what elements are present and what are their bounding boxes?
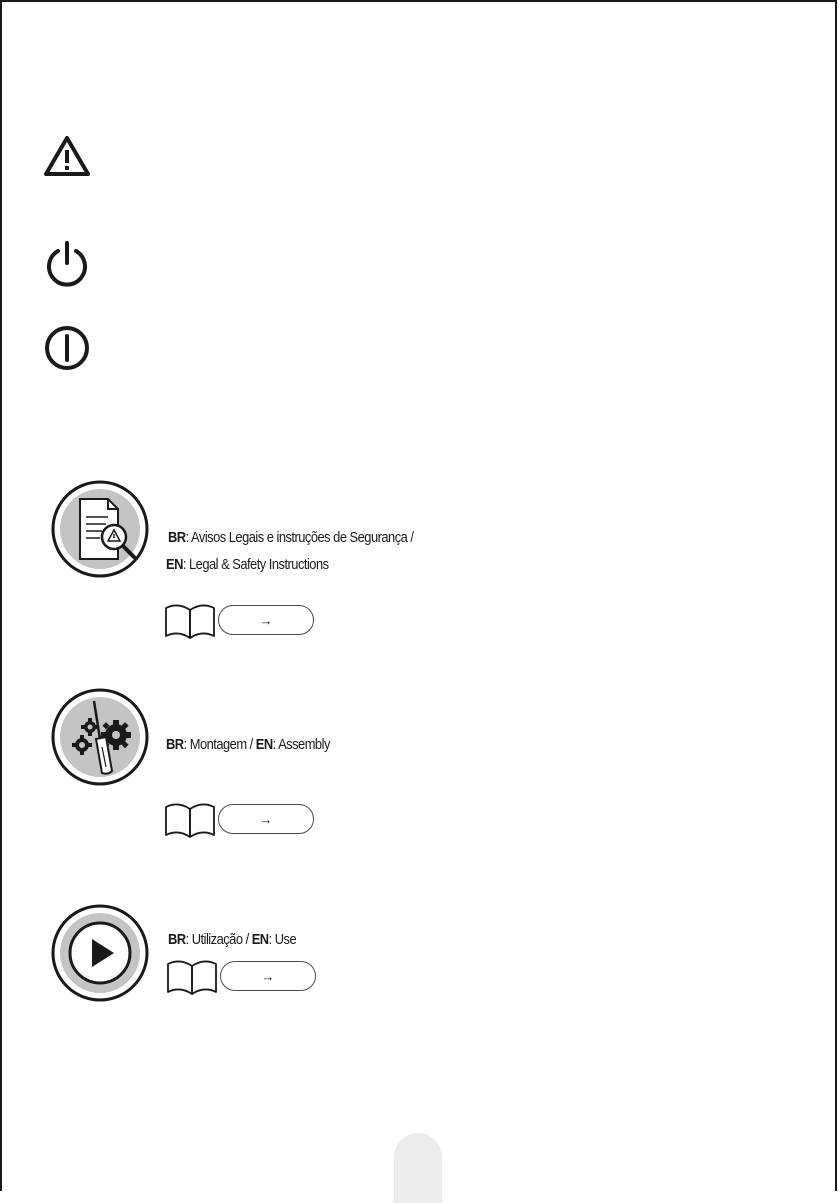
arrow-right-icon: → <box>259 612 273 628</box>
use-manual-reference <box>166 956 316 996</box>
book-icon <box>164 799 216 839</box>
page-reference-pill <box>218 804 314 834</box>
arrow-right-icon: → <box>259 811 273 827</box>
page-reference-pill <box>220 961 316 991</box>
legal-manual-reference <box>164 600 314 640</box>
warning-icon <box>42 134 92 178</box>
book-icon <box>166 956 218 996</box>
document-warning-icon <box>50 479 150 579</box>
play-icon <box>50 903 150 1003</box>
gears-screwdriver-icon <box>50 687 150 787</box>
book-icon <box>164 600 216 640</box>
use-label: BR: Utilização / EN: Use <box>168 931 297 948</box>
legal-br-label: BR: Avisos Legais e instruções de Segurança / <box>168 529 414 546</box>
standby-icon <box>42 238 92 288</box>
legal-en-label: EN: Legal & Safety Instructions <box>166 556 329 573</box>
arrow-right-icon: → <box>261 968 275 984</box>
power-on-off-icon <box>42 323 92 373</box>
assembly-manual-reference <box>164 799 314 839</box>
assembly-label: BR: Montagem / EN: Assembly <box>166 736 330 753</box>
page-number-tab <box>394 1133 442 1203</box>
page-reference-pill <box>218 605 314 635</box>
